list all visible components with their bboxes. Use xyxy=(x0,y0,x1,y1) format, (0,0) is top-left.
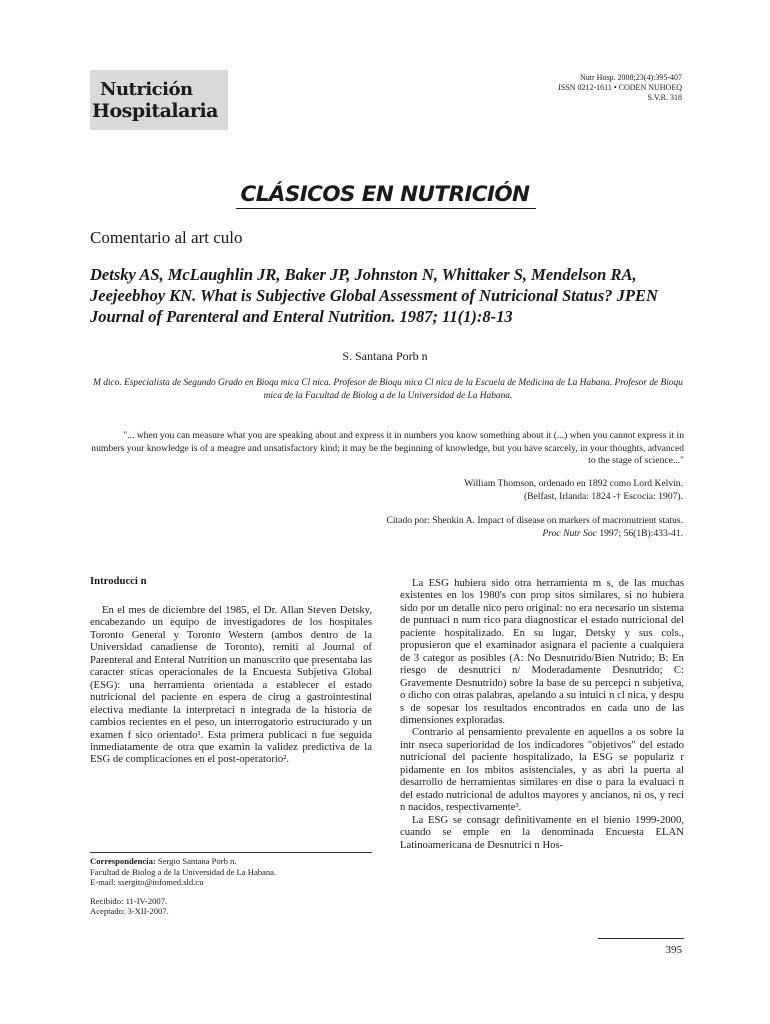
attribution-line: (Belfast, Irlanda: 1824 -† Escocia: 1907). xyxy=(523,490,683,502)
intro-heading: Introducci n xyxy=(90,575,147,587)
body-paragraph: En el mes de diciembre del 1985, el Dr. Allan Steven Detsky, encabezando un equipo de investigadores de los hospitales Toronto General y Toronto Western (ambos dentro de la Universidad canadiense de Toronto), remiti al Journal of Parenteral and Enteral Nutrition un manuscrito que presentaba las caracter sticas operacionales de la Encuesta Subjetiva Global (ESG): una herramienta orientada a establecer el estado nutricional del paciente en espera de cirug a gastrointestinal electiva mediante la interpretaci n integrada de la historia de cambios recientes en el peso, un interrogatorio estructurado y un examen f sico orientado¹. Esta primera publicaci n fue seguida inmediatamente de otra que examin la validez predictiva de la ESG de complicaciones en el post-operatorio². xyxy=(90,604,372,766)
comment-heading: Comentario al art culo xyxy=(90,228,243,247)
issn-line: ISSN 0212-1611 • CODEN NUHOEQ xyxy=(558,83,682,92)
article-citation: Detsky AS, McLaughlin JR, Baker JP, Johnston N, Whittaker S, Mendelson RA, Jeejeebhoy KN. What is Subjective Global Assessment of Nutricional Status? JPEN Journal of Parenteral and Enteral Nutrition. 1987; 11(1):8-13 xyxy=(90,265,658,326)
cited-line: Citado por: Shenkin A. Impact of disease on markers of macronutrient status. xyxy=(386,515,683,526)
correspondence-line: Facultad de Biolog a de la Universidad de La Habana. xyxy=(90,866,277,877)
right-column xyxy=(400,577,684,851)
cited-journal: Proc Nutr Soc xyxy=(542,527,597,539)
issn-line: S.V.R. 318 xyxy=(647,93,682,102)
page-number: 395 xyxy=(665,944,682,956)
epigraph-source xyxy=(386,515,683,541)
issn-block xyxy=(558,73,682,103)
correspondence-divider xyxy=(90,852,372,853)
journal-logo-line1: Nutrición xyxy=(100,79,193,100)
author-name: S. Santana Porb n xyxy=(342,349,428,363)
epigraph-attribution xyxy=(464,478,683,504)
correspondence-label: Correspondencia: xyxy=(90,856,156,866)
correspondence-line xyxy=(90,856,372,867)
correspondence-name: Sergio Santana Porb n. xyxy=(155,856,237,866)
correspondence-email[interactable]: E-mail: ssergito@infomed.sld.cu xyxy=(90,877,204,888)
body-paragraph: La ESG se consagr definitivamente en el bienio 1999-2000, cuando se emple en la denominada Encuesta ELAN Latinoamericana de Desnutrici n Hos- xyxy=(400,813,684,851)
author-affiliation: M dico. Especialista de Segundo Grado en Bioqu mica Cl nica. Profesor de Bioqu mica Cl nica de la Escuela de Medicina de La Habana. Profesor de Bioqu mica de la Facultad de Biolog a de la Universidad de La Habana. xyxy=(93,378,683,401)
accepted-date: Aceptado: 3-XII-2007. xyxy=(90,906,169,917)
left-column xyxy=(90,604,372,766)
body-paragraph: La ESG hubiera sido otra herramienta m s, de las muchas existentes en los 1980's con prop sitos similares, si no hubiera sido por un detalle nico pero original: no era necesario un sistema de puntuaci n num rico para diagnosticar el estado nutricional del paciente hospitalizado. En su lugar, Detsky y sus cols., propusieron que el examinador asignara el paciente a cualquiera de 3 categor as posibles (A: No Desnutrido/Bien Nutrido; B: En riesgo de desnutrici n/ Moderadamente Desnutrido; C: Gravemente Desnutrido) sobre la base de su percepci n subjetiva, o dicho con otras palabras, apelando a su intuici n cl nica, y despu s de sopesar los resultados encontrados en cada uno de las dimensiones exploradas. xyxy=(400,577,684,726)
received-date: Recibido: 11-IV-2007. xyxy=(90,895,168,906)
body-paragraph: Contrario al pensamiento prevalente en aquellos a os sobre la intr nseca superioridad de los indicadores "objetivos" del estado nutricional del paciente hospitalizado, la ESG se populariz r pidamente en los mbitos asistenciales, y as abri la puerta al desarrollo de herramientas similares en dise o para la evaluaci n del estado nutricional de adultos mayores y ancianos, ni os, y reci n nacidos, respectivamente³. xyxy=(400,726,684,814)
issn-line: Nutr Hosp. 2008;23(4):395-407 xyxy=(580,73,682,82)
journal-logo-line2: Hospitalaria xyxy=(92,100,218,122)
page-number-rule xyxy=(598,938,684,939)
cited-details: 1997; 56(1B):433-41. xyxy=(596,527,683,539)
section-title: CLÁSICOS EN NUTRICIÓN xyxy=(240,182,530,207)
section-title-underline xyxy=(236,208,536,209)
attribution-line: William Thomson, ordenado en 1892 como Lord Kelvin. xyxy=(464,478,683,489)
cited-line xyxy=(386,528,683,541)
correspondence-block xyxy=(90,856,372,917)
epigraph-quote: "... when you can measure what you are speaking about and express it in numbers you know something about it (...) when you cannot express it in numbers your knowledge is of a meagre and unsatisfactory kind; it may be the beginning of knowledge, but you have scarcely, in your thoughts, advanced to the stage of science..." xyxy=(91,430,684,467)
